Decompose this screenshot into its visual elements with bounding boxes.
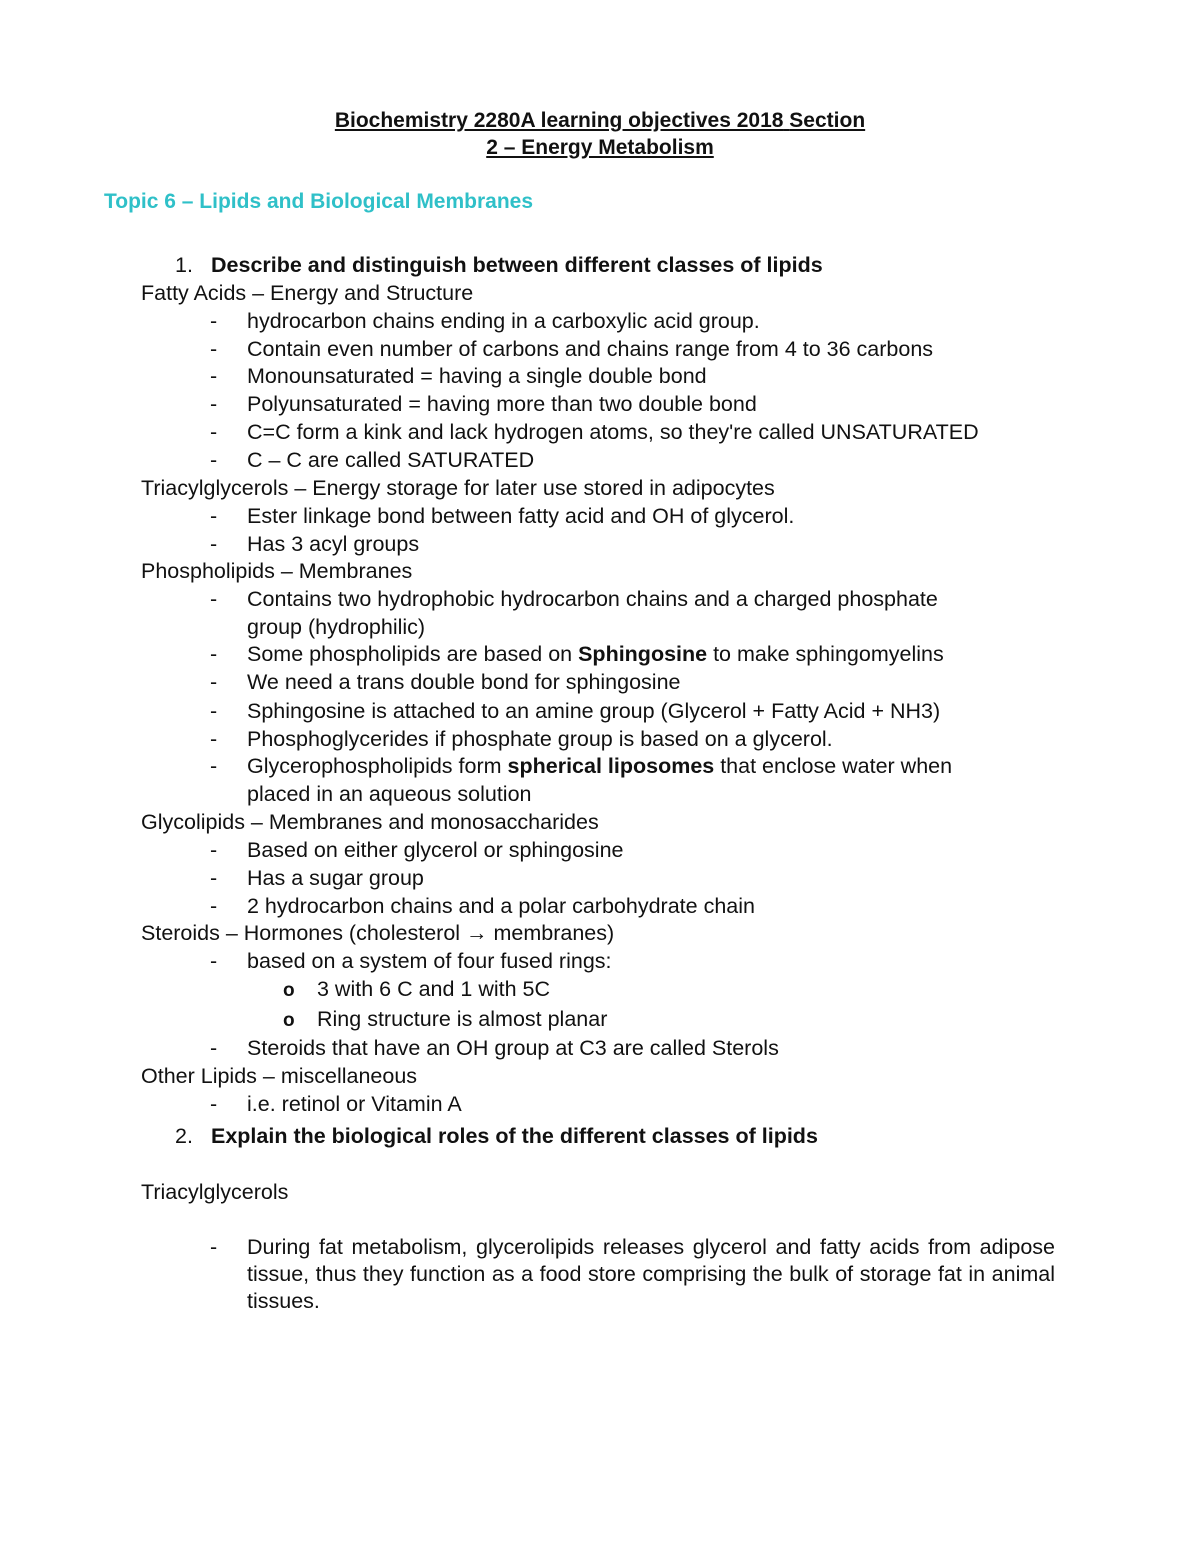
- list-item: - hydrocarbon chains ending in a carboxylic acid group.: [210, 309, 760, 333]
- list-item: - i.e. retinol or Vitamin A: [210, 1092, 462, 1116]
- bold-term: spherical liposomes: [507, 754, 715, 778]
- list-item: - Some phospholipids are based on Sphingosine to make sphingomyelins: [210, 642, 944, 666]
- list-item: - based on a system of four fused rings:: [210, 949, 612, 973]
- topic-heading: Topic 6 – Lipids and Biological Membranes: [104, 190, 534, 213]
- list-item: - Contain even number of carbons and chains range from 4 to 36 carbons: [210, 337, 934, 361]
- objective-1-number: 1.: [175, 253, 193, 277]
- sub-list-item: o Ring structure is almost planar: [283, 1005, 607, 1035]
- glycolipids-heading: Glycolipids – Membranes and monosaccharides: [141, 810, 599, 834]
- list-item: - Sphingosine is attached to an amine group (Glycerol + Fatty Acid + NH3): [210, 699, 941, 723]
- list-item: - Polyunsaturated = having more than two double bond: [210, 392, 757, 416]
- list-item: - Based on either glycerol or sphingosine: [210, 838, 624, 862]
- steroids-heading: Steroids – Hormones (cholesterol → membranes): [141, 921, 615, 945]
- roles-paragraph-item: - During fat metabolism, glycerolipids releases glycerol and fatty acids from adipose tissue, thus they function as a food store comprising the bulk of storage fat in animal tissues.: [210, 1235, 1055, 1313]
- objective-2: [175, 1122, 818, 1150]
- list-item-continuation: group (hydrophilic): [247, 615, 426, 639]
- list-item: - Has a sugar group: [210, 866, 424, 890]
- fatty-acids-heading: Fatty Acids – Energy and Structure: [141, 281, 474, 305]
- triacylglycerols-heading: Triacylglycerols – Energy storage for later use stored in adipocytes: [141, 476, 775, 500]
- bold-term: Sphingosine: [578, 642, 708, 666]
- list-item: - Monounsaturated = having a single double bond: [210, 364, 707, 388]
- list-item: - Glycerophospholipids form spherical liposomes that enclose water when: [210, 754, 953, 778]
- roles-heading: Triacylglycerols: [141, 1180, 289, 1204]
- objective-2-number: 2.: [175, 1124, 193, 1148]
- list-item: - Has 3 acyl groups: [210, 532, 420, 556]
- sub-list-item: o 3 with 6 C and 1 with 5C: [283, 975, 550, 1005]
- list-item: - Steroids that have an OH group at C3 are called Sterols: [210, 1036, 779, 1060]
- title-section: Section: [789, 109, 866, 132]
- list-item: - C=C form a kink and lack hydrogen atoms, so they're called UNSATURATED: [210, 420, 979, 444]
- list-item: - We need a trans double bond for sphingosine: [210, 670, 681, 694]
- phospholipids-heading: Phospholipids – Membranes: [141, 559, 413, 583]
- document-title-line2: 2 – Energy Metabolism: [486, 136, 714, 159]
- circle-bullet-icon: o: [283, 980, 295, 1001]
- list-item: - Phosphoglycerides if phosphate group is based on a glycerol.: [210, 727, 833, 751]
- document-title-line1: [0, 107, 1200, 135]
- list-item-continuation: placed in an aqueous solution: [247, 782, 532, 806]
- circle-bullet-icon: o: [283, 1010, 295, 1031]
- roles-paragraph: During fat metabolism, glycerolipids releases glycerol and fatty acids from adipose tissue, thus they function as a food store comprising the bulk of storage fat in animal tissues.: [247, 1235, 1055, 1313]
- list-item: - C – C are called SATURATED: [210, 448, 535, 472]
- other-lipids-heading: Other Lipids – miscellaneous: [141, 1064, 418, 1088]
- list-item: - Contains two hydrophobic hydrocarbon chains and a charged phosphate: [210, 587, 938, 611]
- title-course: Biochemistry 2280A learning objectives 2018: [334, 109, 784, 132]
- objective-1-text: Describe and distinguish between different classes of lipids: [211, 253, 823, 277]
- objective-2-text: Explain the biological roles of the different classes of lipids: [211, 1124, 818, 1148]
- objective-1: [175, 251, 823, 279]
- list-item: - Ester linkage bond between fatty acid and OH of glycerol.: [210, 504, 795, 528]
- list-item: - 2 hydrocarbon chains and a polar carbohydrate chain: [210, 894, 755, 918]
